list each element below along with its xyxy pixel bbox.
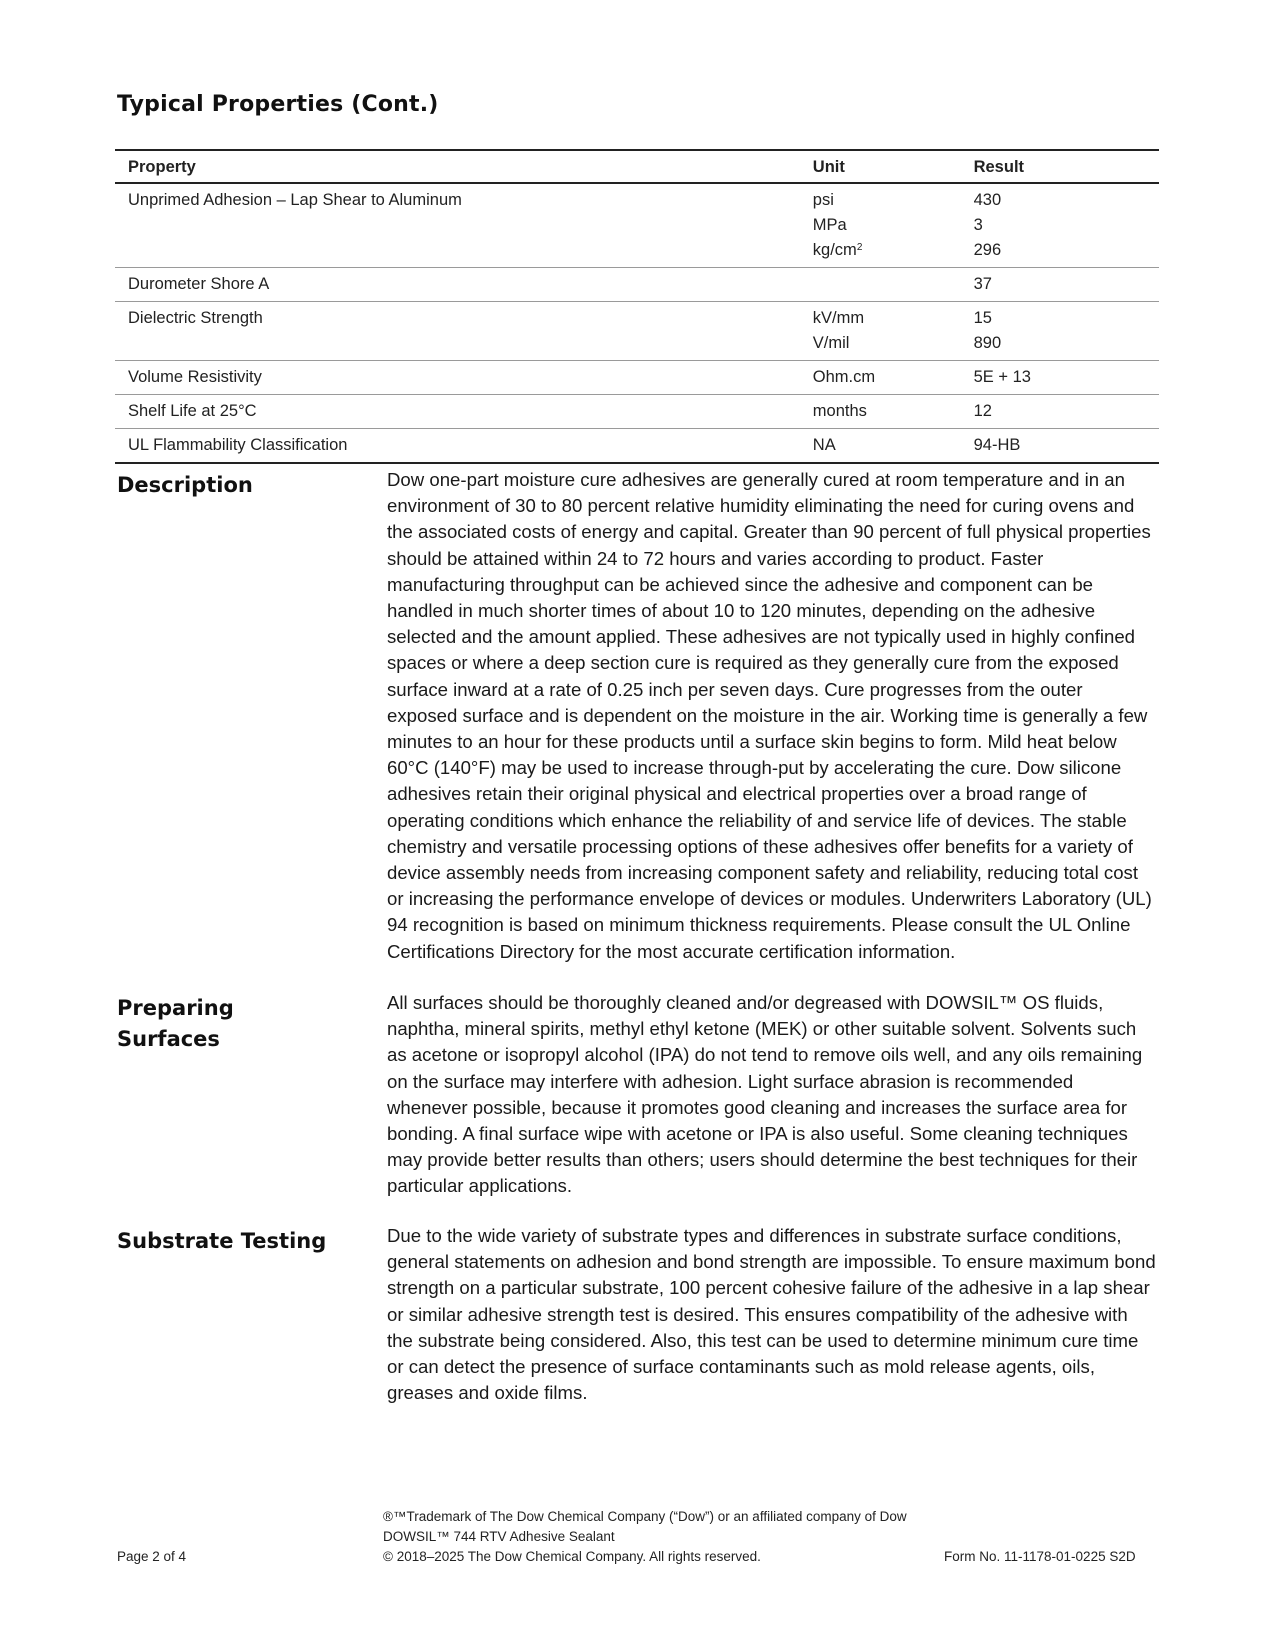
- preparing-surfaces-heading: [117, 993, 367, 1055]
- typical-properties-table: [115, 149, 1159, 464]
- table-row: [115, 183, 1159, 268]
- footer-page-number: Page 2 of 4: [117, 1549, 187, 1564]
- footer-trademark: ®™Trademark of The Dow Chemical Company (“Dow”) or an affiliated company of Dow: [383, 1509, 907, 1524]
- substrate-testing-heading: Substrate Testing: [117, 1229, 327, 1253]
- result-cell: 5E + 13: [961, 361, 1159, 395]
- result-cell: 12: [961, 395, 1159, 429]
- unit-cell: Ohm.cm: [800, 361, 961, 395]
- unit-cell: [800, 302, 961, 361]
- table-row: [115, 268, 1159, 302]
- unit-cell: [800, 183, 961, 268]
- result-cell: 37: [961, 268, 1159, 302]
- table-row: [115, 395, 1159, 429]
- result-value: 430: [973, 191, 1002, 209]
- result-value: 296: [973, 241, 1002, 259]
- footer-copyright: © 2018–2025 The Dow Chemical Company. All rights reserved.: [383, 1549, 761, 1564]
- table-header-row: [115, 150, 1159, 183]
- unit-superscript: 2: [856, 242, 863, 253]
- result-value: 890: [973, 334, 1002, 352]
- footer-product-name: DOWSIL™ 744 RTV Adhesive Sealant: [383, 1529, 615, 1544]
- unit-value: MPa: [812, 216, 847, 234]
- result-cell: [961, 302, 1159, 361]
- result-cell: [961, 183, 1159, 268]
- unit-value: V/mil: [812, 334, 850, 352]
- property-cell: Volume Resistivity: [115, 361, 800, 395]
- property-cell: Durometer Shore A: [115, 268, 800, 302]
- column-header-property: Property: [115, 150, 800, 183]
- unit-cell: NA: [800, 429, 961, 464]
- description-heading: Description: [117, 473, 253, 497]
- unit-base: kg/cm: [812, 241, 857, 259]
- table-row: [115, 302, 1159, 361]
- unit-cell: [800, 268, 961, 302]
- result-cell: 94-HB: [961, 429, 1159, 464]
- unit-value: kV/mm: [812, 309, 865, 327]
- unit-cell: months: [800, 395, 961, 429]
- substrate-testing-body: Due to the wide variety of substrate types and differences in substrate surface conditions, general statements on adhesion and bond strength are impossible. To ensure maximum bond strength on a particular substrate, 100 percent cohesive failure of the adhesive in a lap shear or similar adhesive strength test is desired. This ensures compatibility of the adhesive with the substrate being considered. Also, this test can be used to determine minimum cure time or can detect the presence of surface contaminants such as mold release agents, oils, greases and oxide films.: [387, 1225, 1156, 1404]
- unit-value: psi: [812, 191, 834, 209]
- preparing-surfaces-body: All surfaces should be thoroughly cleaned and/or degreased with DOWSIL™ OS fluids, naphtha, mineral spirits, methyl ethyl ketone (MEK) or other suitable solvent. Solvents such as acetone or isopropyl alcohol (IPA) do not tend to remove oils well, and any oils remaining on the surface may interfere with adhesion. Light surface abrasion is recommended whenever possible, because it promotes good cleaning and increases the surface area for bonding. A final surface wipe with acetone or IPA is also useful. Some cleaning techniques may provide better results than others; users should determine the best techniques for their particular applications.: [387, 992, 1143, 1197]
- page-title: Typical Properties (Cont.): [117, 92, 439, 117]
- property-cell: UL Flammability Classification: [115, 429, 800, 464]
- property-cell: Unprimed Adhesion – Lap Shear to Aluminum: [128, 191, 462, 209]
- footer-form-number: Form No. 11-1178-01-0225 S2D: [944, 1549, 1136, 1564]
- column-header-result: Result: [961, 150, 1159, 183]
- preparing-surfaces-heading-line: Preparing: [117, 996, 234, 1020]
- preparing-surfaces-heading-line: Surfaces: [117, 1027, 220, 1051]
- unit-value: [813, 238, 961, 263]
- table-row: [115, 361, 1159, 395]
- column-header-unit: Unit: [800, 150, 961, 183]
- table-row: [115, 429, 1159, 464]
- description-body: Dow one-part moisture cure adhesives are generally cured at room temperature and in an environment of 30 to 80 percent relative humidity eliminating the need for curing ovens and the associated costs of energy and capital. Greater than 90 percent of full physical properties should be attained within 24 to 72 hours and varies according to product. Faster manufacturing throughput can be achieved since the adhesive and component can be handled in much shorter times of about 10 to 120 minutes, depending on the adhesive selected and the amount applied. These adhesives are not typically used in highly confined spaces or where a deep section cure is required as they generally cure from the exposed surface inward at a rate of 0.25 inch per seven days. Cure progresses from the outer exposed surface and is dependent on the moisture in the air. Working time is generally a few minutes to an hour for these products until a surface skin begins to form. Mild heat below 60°C (140°F) may be used to increase through-put by accelerating the cure. Dow silicone adhesives retain their original physical and electrical properties over a broad range of operating conditions which enhance the reliability of and service life of devices. The stable chemistry and versatile processing options of these adhesives offer benefits for a variety of device assembly needs from increasing component safety and reliability, reducing total cost or increasing the performance envelope of devices or modules. Underwriters Laboratory (UL) 94 recognition is based on minimum thickness requirements. Please consult the UL Online Certifications Directory for the most accurate certification information.: [387, 469, 1152, 962]
- property-cell: Shelf Life at 25°C: [115, 395, 800, 429]
- result-value: 3: [973, 216, 983, 234]
- property-cell: Dielectric Strength: [115, 302, 800, 361]
- result-value: 15: [973, 309, 992, 327]
